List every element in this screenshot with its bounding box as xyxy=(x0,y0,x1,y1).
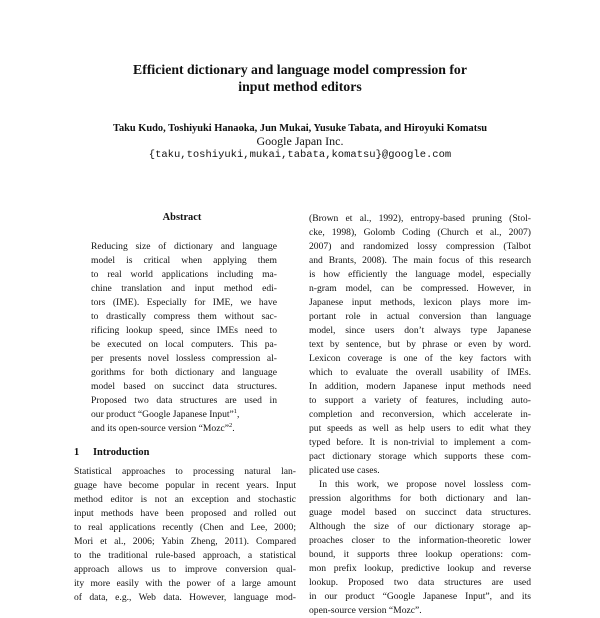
abstract-line: tors (IME). Especially for IME, we have xyxy=(91,297,277,308)
intro-line: approach allows us to improve conversion qual- xyxy=(74,564,296,575)
abstract-line: model based on succinct data structures. xyxy=(91,381,277,392)
right-line: 2007) and randomized lossy compression (Talbot xyxy=(309,241,531,252)
affiliation: Google Japan Inc. xyxy=(256,134,344,148)
intro-line: Mori et al., 2006; Yabin Zheng, 2011). Compared xyxy=(74,536,296,547)
abstract-line: gorithms for both dictionary and language xyxy=(91,367,277,378)
footnote-marker: 2 xyxy=(229,422,233,429)
abstract-line: Reducing size of dictionary and language xyxy=(91,241,277,252)
right-line: lookup. Proposed two data structures are used xyxy=(309,577,531,588)
abstract-line: to real world applications including ma- xyxy=(91,269,277,280)
paper-title-line-1: Efficient dictionary and language model compression for xyxy=(133,62,467,77)
introduction-body xyxy=(74,465,296,605)
right-line: Although the size of our dictionary storage ap- xyxy=(309,521,531,532)
right-line: which to evaluate the overall usability of IMEs. xyxy=(309,367,531,378)
abstract-line: Proposed two data structures are used in xyxy=(91,395,277,406)
right-line: cke, 1998), Golomb Coding (Church et al., 2007) xyxy=(309,227,531,238)
right-line: In this work, we propose novel lossless com- xyxy=(319,479,531,490)
intro-line: to the traditional rule-based approach, a statistical xyxy=(74,550,296,561)
right-line: n-gram model, can be compressed. However, in xyxy=(309,283,531,294)
right-line: text by sentence, but by phrase or even by word. xyxy=(309,339,531,350)
abstract-body xyxy=(91,240,277,436)
right-line: Lexicon coverage is one of the key factors with xyxy=(309,353,531,364)
right-line: pact dictionary storage which supports these com- xyxy=(309,451,531,462)
abstract-line: our product “Google Japanese Input”$^1$, xyxy=(91,408,240,420)
abstract-period: . xyxy=(232,423,235,434)
abstract-line: model is critical when applying them xyxy=(91,255,277,266)
right-line: bound, it supports three lookup operations: com- xyxy=(309,549,531,560)
right-line: is how efficiently the language model, especially xyxy=(309,269,531,280)
right-line: (Brown et al., 1992), entropy-based pruning (Stol- xyxy=(309,213,531,224)
right-column-body xyxy=(309,212,531,618)
abstract-line: to drastically compress them without sac- xyxy=(91,311,277,322)
right-line: typed before. It is non-trivial to implement a com- xyxy=(309,437,531,448)
author-list: Taku Kudo, Toshiyuki Hanaoka, Jun Mukai, Yusuke Tabata, and Hiroyuki Komatsu xyxy=(112,123,488,134)
right-line: Japanese input methods, lexicon plays more im- xyxy=(309,297,531,308)
abstract-line xyxy=(91,422,277,436)
abstract-heading: Abstract xyxy=(162,212,202,223)
right-line: open-source version “Mozc”. xyxy=(309,605,422,616)
section-title: Introduction xyxy=(93,447,150,458)
right-line: completion and reconversion, which accelerate in- xyxy=(309,409,531,420)
intro-line: Statistical approaches to processing natural lan- xyxy=(74,466,296,477)
right-line: model, since users don’t always type Japanese xyxy=(309,325,531,336)
intro-line: input methods have been proposed and rolled out xyxy=(74,508,296,519)
intro-line: to real applications recently (Chen and Lee, 2000; xyxy=(74,522,296,533)
right-line: guage model based on succinct data structures. xyxy=(309,507,531,518)
author-emails: {taku,toshiyuki,mukai,tabata,komatsu}@google.com xyxy=(148,149,452,161)
intro-line: of data, e.g., Web data. However, language mod- xyxy=(74,592,296,603)
right-line: mon prefix lookup, predictive lookup and reverse xyxy=(309,563,531,574)
right-line: to support a variety of features, including auto- xyxy=(309,395,531,406)
right-line: in our product “Google Japanese Input”, and its xyxy=(309,591,531,602)
abstract-line: be executed on local computers. This pa- xyxy=(91,339,277,350)
right-line: In addition, modern Japanese input methods need xyxy=(309,381,531,392)
abstract-line: rificing lookup speed, since IMEs need to xyxy=(91,325,277,336)
right-line: and Brants, 2008). The main focus of this research xyxy=(309,255,531,266)
section-number: 1 xyxy=(74,447,80,458)
abstract-line-text: and its open-source version “Mozc” xyxy=(91,423,229,434)
paper-title-line-2: input method editors xyxy=(238,79,362,94)
right-line: put speeds as well as help users to edit what they xyxy=(309,423,531,434)
section-heading-introduction xyxy=(74,446,149,459)
right-line: portant role in actual conversion than language xyxy=(309,311,531,322)
abstract-line-text: our product “Google Japanese Input” xyxy=(91,409,234,420)
right-line: plicated use cases. xyxy=(309,465,380,476)
intro-line: method editor is not an exception and stochastic xyxy=(74,494,296,505)
footnote-marker: 1 xyxy=(233,408,238,415)
right-line: pression algorithms for both dictionary and lan- xyxy=(309,493,531,504)
right-line: proaches closer to the information-theoretic lower xyxy=(309,535,531,546)
abstract-line: chine translation and input method edi- xyxy=(91,283,277,294)
intro-line: guage have become popular in recent years. Input xyxy=(74,480,296,491)
intro-line: ity more easily with the power of a large amount xyxy=(74,578,296,589)
abstract-line: per presents novel lossless compression al- xyxy=(91,353,277,364)
